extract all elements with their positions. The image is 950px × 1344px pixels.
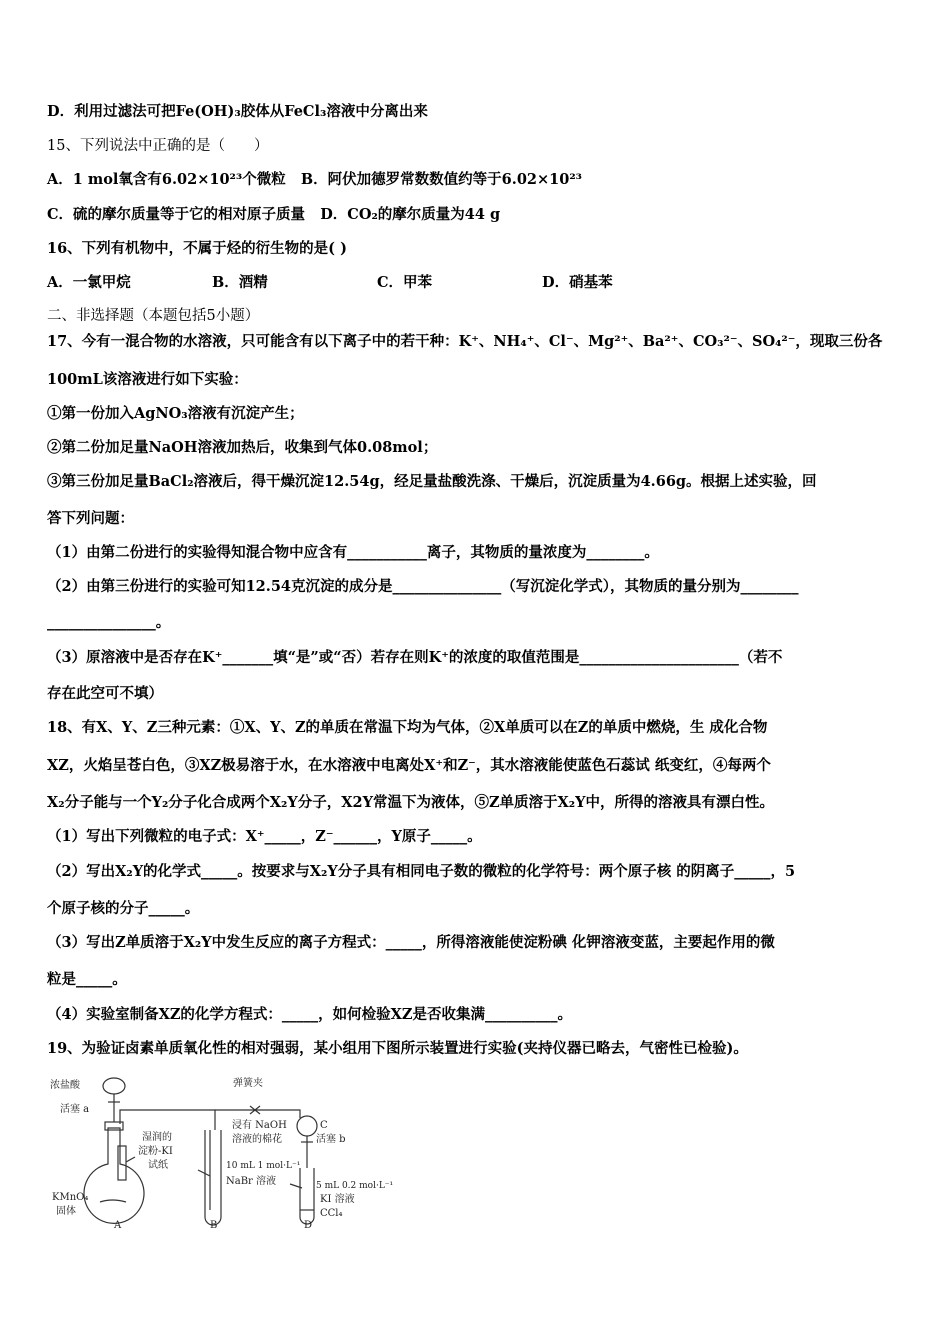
label-kmno4-1: KMnO₄ xyxy=(52,1192,89,1203)
funnel-bulb xyxy=(103,1078,125,1094)
q15-option-d: D．CO₂的摩尔质量为44 g xyxy=(320,206,501,223)
label-ccl4: CCl₄ xyxy=(320,1208,343,1219)
q18-part-2-cont: 个原子核的分子_____。 xyxy=(47,900,200,917)
q17-part-3: （3）原溶液中是否存在K⁺_______填“是”或“否）若存在则K⁺的浓度的取值范围是______________________（若不 xyxy=(47,649,783,666)
section-title: 二、非选择题（本题包括5小题） xyxy=(47,308,260,324)
q17-line-2: 100mL该溶液进行如下实验： xyxy=(47,371,248,388)
tube-d xyxy=(300,1168,314,1224)
q17-line-3: ①第一份加入AgNO₃溶液有沉淀产生； xyxy=(47,405,304,422)
q17-part-1: （1）由第二份进行的实验得知混合物中应含有___________离子，其物质的量浓度为________。 xyxy=(47,544,659,561)
q18-part-1: （1）写出下列微粒的电子式：X⁺_____，Z⁻______，Y原子_____。 xyxy=(47,828,482,845)
q16-stem: 16、下列有机物中，不属于烃的衍生物的是( ) xyxy=(47,240,347,257)
apparatus-diagram xyxy=(50,1072,394,1232)
label-c: C xyxy=(320,1120,328,1131)
flask-a xyxy=(84,1128,144,1223)
q16-options xyxy=(47,273,613,293)
label-cotton-1: 浸有 NaOH xyxy=(232,1120,287,1131)
q17-part-2-cont: _______________。 xyxy=(47,614,171,631)
q18-part-3: （3）写出Z单质溶于X₂Y中发生反应的离子方程式：_____，所得溶液能使淀粉碘 化钾溶液变蓝，主要起作用的微 xyxy=(47,934,775,951)
q16-option-a: A．一氯甲烷 xyxy=(47,274,131,291)
kmno4-solid xyxy=(100,1200,126,1202)
q15-option-c: C．硫的摩尔质量等于它的相对原子质量 xyxy=(47,206,306,223)
q18-part-2: （2）写出X₂Y的化学式_____。按要求与X₂Y分子具有相同电子数的微粒的化学符号：两个原子核 的阴离子_____，5 xyxy=(47,863,796,880)
label-paper-2: 淀粉-KI xyxy=(138,1146,173,1157)
label-acid-2: 活塞 a xyxy=(60,1104,90,1115)
label-d: D xyxy=(304,1220,313,1231)
label-nabr-2: NaBr 溶液 xyxy=(226,1176,277,1187)
label-ki-1: 5 mL 0.2 mol·L⁻¹ xyxy=(316,1181,394,1191)
label-a: A xyxy=(114,1220,122,1231)
tube-b xyxy=(205,1130,221,1225)
q19-stem: 19、为验证卤素单质氧化性的相对强弱，某小组用下图所示装置进行实验(夹持仪器已略去，气密性已检验)。 xyxy=(47,1040,748,1057)
label-ki-2: KI 溶液 xyxy=(320,1194,355,1205)
label-b: B xyxy=(210,1220,218,1231)
q17-line-5: ③第三份加足量BaCl₂溶液后，得干燥沉淀12.54g，经足量盐酸洗涤、干燥后，沉淀质量为4.66g。根据上述实验，回 xyxy=(47,473,817,490)
q17-line-4: ②第二份加足量NaOH溶液加热后，收集到气体0.08mol； xyxy=(47,439,438,456)
label-paper-3: 试纸 xyxy=(148,1160,168,1171)
funnel-c xyxy=(297,1116,317,1136)
label-kmno4-2: 固体 xyxy=(56,1206,76,1217)
q17-line-6: 答下列问题： xyxy=(47,510,134,527)
q18-line-2: XZ，火焰呈苍白色，③XZ极易溶于水，在水溶液中电离处X⁺和Z⁻，其水溶液能使蓝色石蕊试 纸变红，④每两个 xyxy=(47,757,771,774)
ki-paper xyxy=(118,1146,126,1180)
label-acid-1: 浓盐酸 xyxy=(50,1080,80,1091)
q15-stem: 15、下列说法中正确的是（ ） xyxy=(47,138,269,154)
q15-option-b: B．阿伏加德罗常数数值约等于6.02×10²³ xyxy=(300,171,583,188)
q14-option-d: D．利用过滤法可把Fe(OH)₃胶体从FeCl₃溶液中分离出来 xyxy=(47,103,428,120)
q17-part-3-cont: 存在此空可不填） xyxy=(47,685,163,702)
q16-option-d: D．硝基苯 xyxy=(542,274,613,291)
label-paper-1: 湿润的 xyxy=(142,1132,172,1143)
label-stopcock-b: 活塞 b xyxy=(316,1134,346,1145)
label-nabr-1: 10 mL 1 mol·L⁻¹ xyxy=(226,1161,301,1171)
q16-option-b: B．酒精 xyxy=(212,274,268,291)
label-spring-clip: 弹簧夹 xyxy=(233,1078,263,1089)
q18-line-1: 18、有X、Y、Z三种元素：①X、Y、Z的单质在常温下均为气体，②X单质可以在Z的单质中燃烧，生 成化合物 xyxy=(47,719,768,736)
q18-line-3: X₂分子能与一个Y₂分子化合成两个X₂Y分子，X2Y常温下为液体，⑤Z单质溶于X₂Y中，所得的溶液具有漂白性。 xyxy=(47,794,774,811)
q15-option-a: A．1 mol氧含有6.02×10²³个微粒 xyxy=(47,171,286,188)
q17-line-1: 17、今有一混合物的水溶液，只可能含有以下离子中的若干种：K⁺、NH₄⁺、Cl⁻、Mg²⁺、Ba²⁺、CO₃²⁻、SO₄²⁻，现取三份各 xyxy=(47,333,883,350)
q15-options-ab xyxy=(47,170,582,190)
q18-part-4: （4）实验室制备XZ的化学方程式：_____，如何检验XZ是否收集满__________。 xyxy=(47,1006,573,1023)
label-cotton-2: 溶液的棉花 xyxy=(232,1134,282,1145)
q15-options-cd xyxy=(47,205,500,225)
q16-option-c: C．甲苯 xyxy=(377,274,433,291)
q18-part-3-cont: 粒是_____。 xyxy=(47,971,127,988)
q17-part-2: （2）由第三份进行的实验可知12.54克沉淀的成分是_______________（写沉淀化学式），其物质的量分别为________ xyxy=(47,578,799,595)
